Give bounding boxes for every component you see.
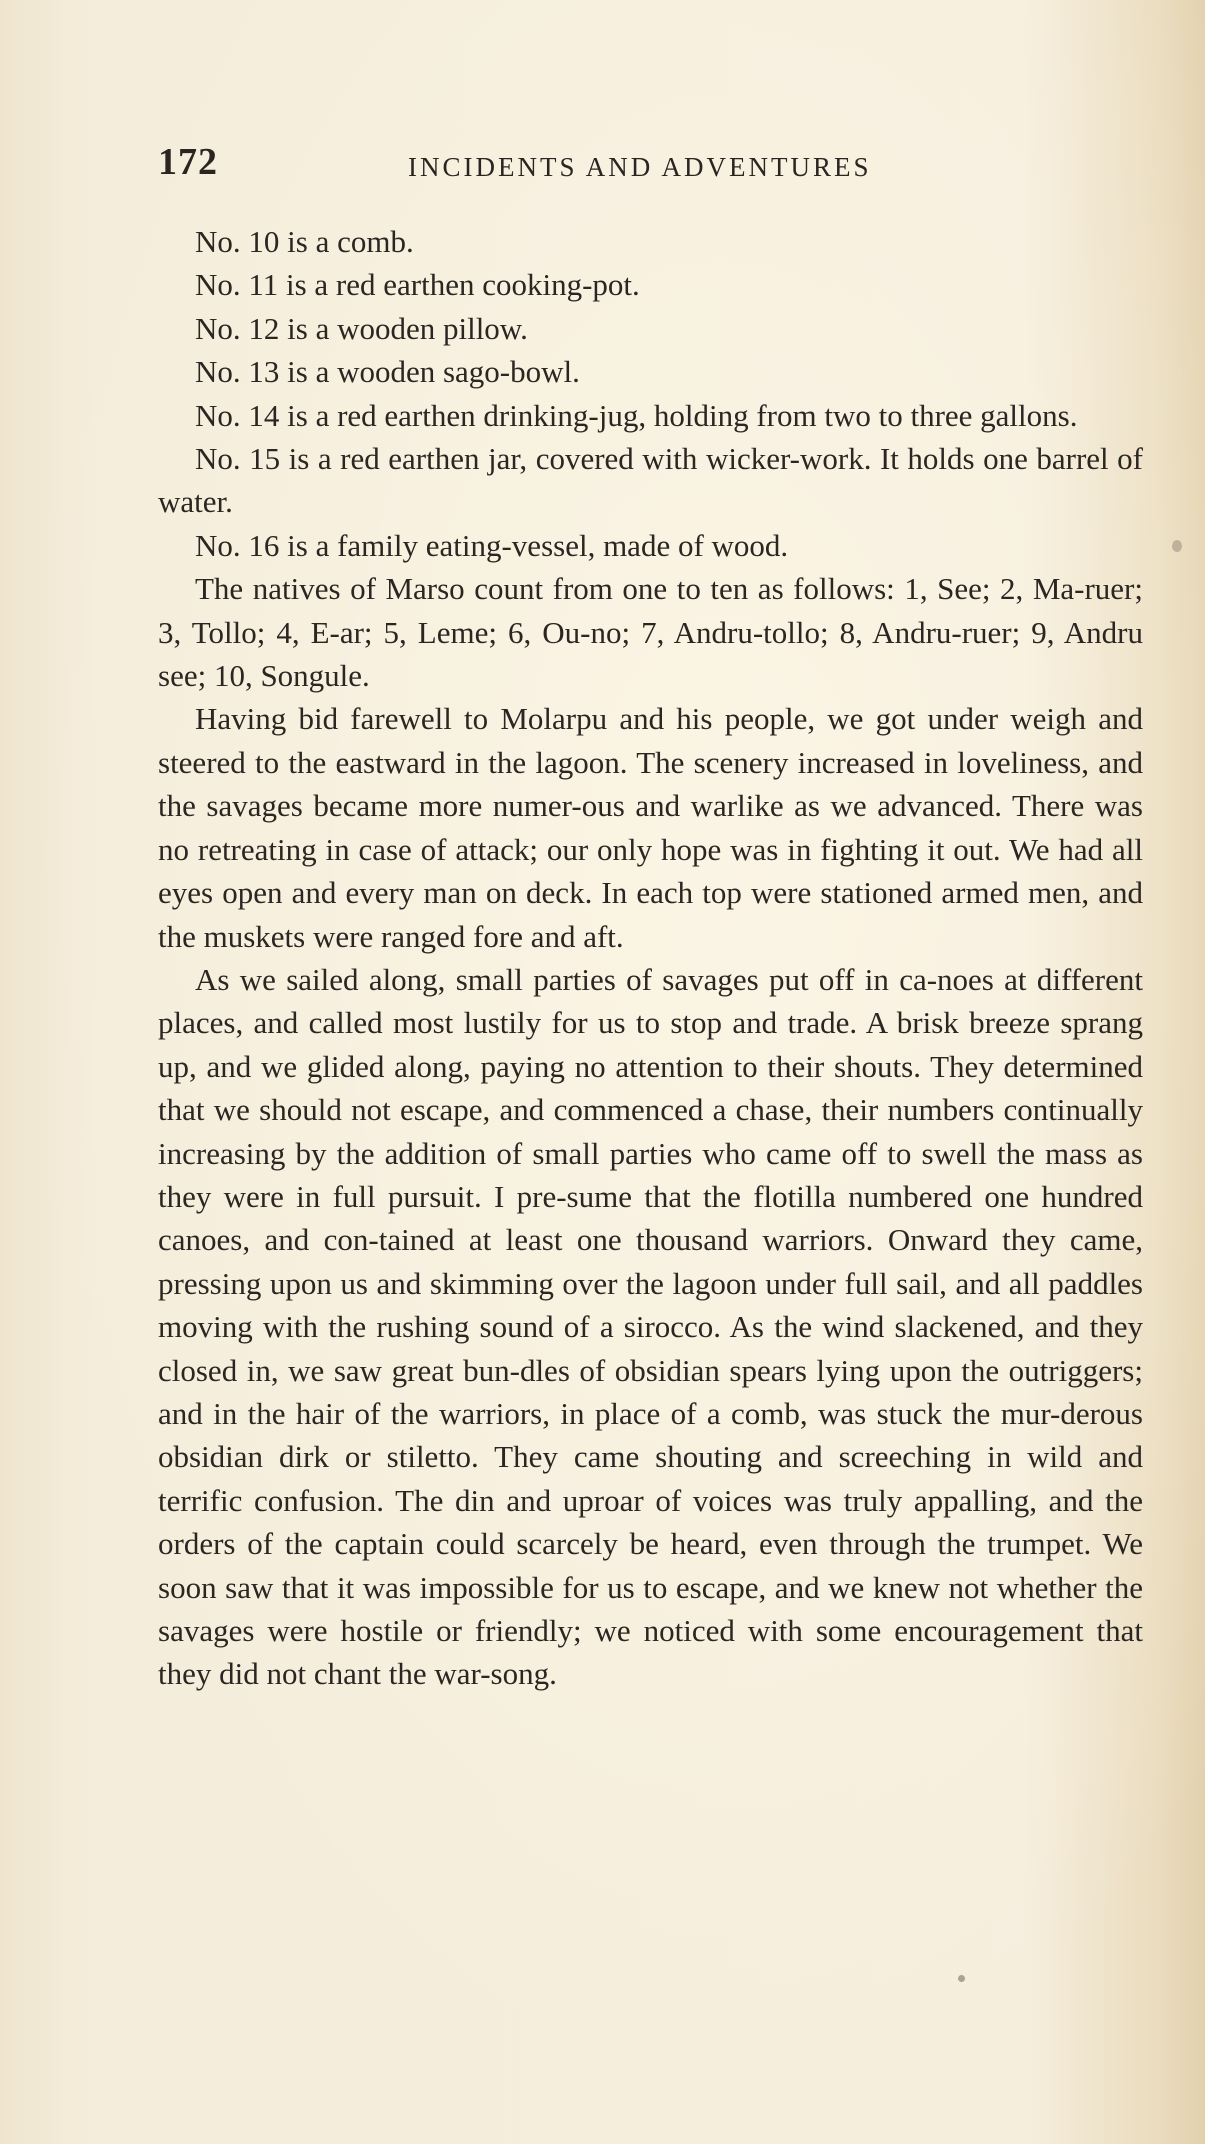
ink-speck — [958, 1975, 965, 1982]
paragraph: Having bid farewell to Molarpu and his people, we got under weigh and steered to the eastward in the lagoon. The scenery increased in loveliness, and the savages became more numer-ous and warlike as we advanced. There was no retreating in case of attack; our only hope was in fighting it out. We had all eyes open and every man on deck. In each top were stationed armed men, and the muskets were ranged fore and aft. — [158, 701, 1143, 954]
paragraph: No. 15 is a red earthen jar, covered with wicker-work. It holds one barrel of water. — [158, 441, 1143, 520]
paragraph: The natives of Marso count from one to ten as follows: 1, See; 2, Ma-ruer; 3, Tollo; 4, E-ar; 5, Leme; 6, Ou-no; 7, Andru-tollo; 8, Andru-ruer; 9, Andru see; 10, Songule. — [158, 571, 1143, 694]
paragraph: No. 16 is a family eating-vessel, made of wood. — [195, 527, 789, 563]
paragraph: As we sailed along, small parties of savages put off in ca-noes at different places, and called most lustily for us to stop and trade. A brisk breeze sprang up, and we glided along, paying no attention to their shouts. They determined that we should not escape, and commenced a chase, their numbers continually increasing by the addition of small parties who came off to swell the mass as they were in full pursuit. I pre-sume that the flotilla numbered one hundred canoes, and con-tained at least one thousand warriors. Onward they came, pressing upon us and skimming over the lagoon under full sail, and all paddles moving with the rushing sound of a sirocco. As the wind slackened, and they closed in, we saw great bun-dles of obsidian spears lying upon the outriggers; and in the hair of the warriors, in place of a comb, was stuck the mur-derous obsidian dirk or stiletto. They came shouting and screeching in wild and terrific confusion. The din and uproar of voices was truly appalling, and the orders of the captain could scarcely be heard, even through the trumpet. We soon saw that it was impossible for us to escape, and we knew not whether the savages were hostile or friendly; we noticed with some encouragement that they did not chant the war-song. — [158, 961, 1143, 1692]
paragraph: No. 11 is a red earthen cooking-pot. — [195, 267, 640, 303]
paragraph: No. 12 is a wooden pillow. — [195, 310, 528, 346]
ink-speck — [1172, 540, 1182, 552]
running-head: INCIDENTS AND ADVENTURES — [408, 152, 872, 182]
body-text — [158, 220, 1143, 1696]
page-header — [158, 140, 1148, 190]
paragraph: No. 14 is a red earthen drinking-jug, holding from two to three gallons. — [195, 397, 1078, 433]
paragraph: No. 13 is a wooden sago-bowl. — [195, 354, 580, 390]
paragraph: No. 10 is a comb. — [195, 224, 414, 259]
page-number: 172 — [158, 141, 218, 183]
